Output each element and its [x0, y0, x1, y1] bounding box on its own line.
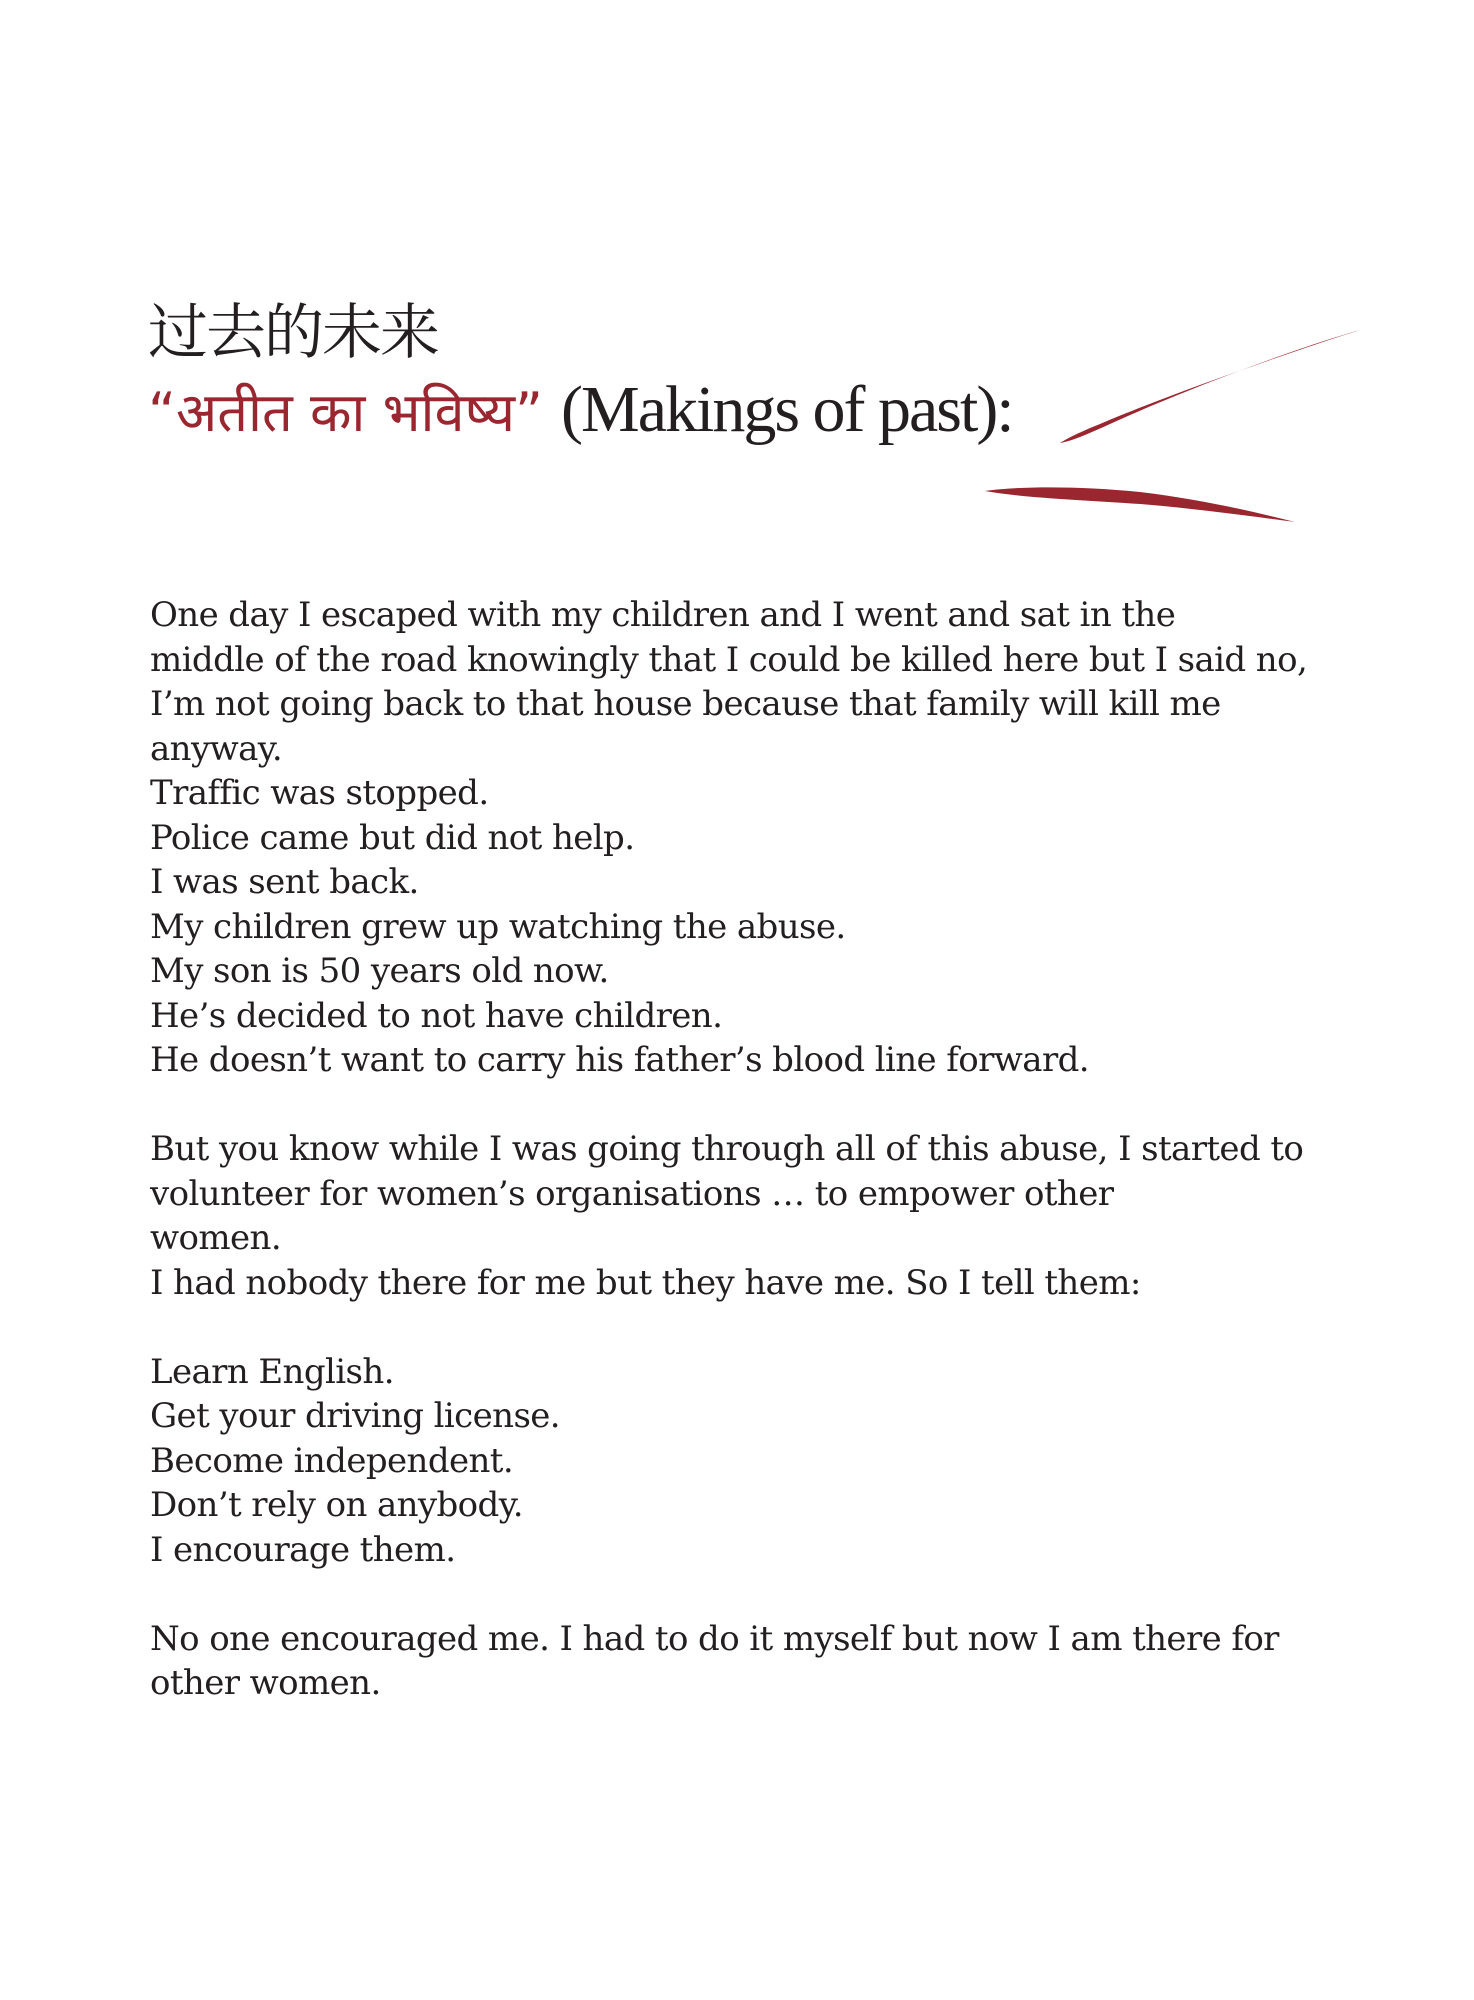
text-line: He’s decided to not have children. — [150, 995, 723, 1036]
title-english: (Makings of past): — [561, 373, 1013, 446]
title-chinese: 过去的未来 — [148, 298, 438, 368]
text-line: My son is 50 years old now. — [150, 951, 609, 991]
text-line: My children grew up watching the abuse. — [150, 906, 846, 947]
paragraph-gap — [150, 1305, 1350, 1350]
text-line: I’m not going back to that house because that family will kill me — [150, 684, 1221, 724]
title-hindi: “अतीत का भविष्य” — [148, 381, 544, 444]
text-line: I had nobody there for me but they have me. So I tell them: — [150, 1262, 1141, 1303]
text-line: Police came but did not help. — [150, 817, 635, 858]
text-line: I was sent back. — [150, 862, 419, 902]
brush-stroke-lower — [985, 487, 1295, 522]
text-line: Don’t rely on anybody. — [150, 1485, 524, 1525]
text-line: One day I escaped with my children and I went and sat in the — [150, 595, 1176, 635]
title-subheading — [148, 372, 1013, 451]
text-line: Become independent. — [150, 1440, 514, 1481]
text-line: Traffic was stopped. — [150, 773, 489, 813]
text-line: volunteer for women’s organisations … to empower other — [150, 1173, 1114, 1214]
text-line: But you know while I was going through all of this abuse, I started to — [150, 1129, 1304, 1169]
paragraph-2 — [150, 1127, 1350, 1305]
brush-stroke-decoration — [960, 320, 1380, 540]
paragraph-1 — [150, 593, 1350, 1083]
paragraph-4 — [150, 1617, 1350, 1706]
text-line: No one encouraged me. I had to do it myself but now I am there for — [150, 1618, 1279, 1659]
paragraph-gap — [150, 1083, 1350, 1128]
text-line: Get your driving license. — [150, 1396, 561, 1436]
body-text — [150, 593, 1350, 1706]
brush-stroke-upper — [1060, 330, 1360, 443]
text-line: other women. — [150, 1663, 381, 1703]
text-line: He doesn’t want to carry his father’s blood line forward. — [150, 1040, 1089, 1080]
paragraph-3 — [150, 1350, 1350, 1573]
text-line: anyway. — [150, 728, 283, 769]
text-line: women. — [150, 1218, 282, 1258]
paragraph-gap — [150, 1572, 1350, 1617]
text-line: I encourage them. — [150, 1529, 456, 1570]
text-line: Learn English. — [150, 1351, 394, 1392]
text-line: middle of the road knowingly that I could be killed here but I said no, — [150, 639, 1308, 680]
